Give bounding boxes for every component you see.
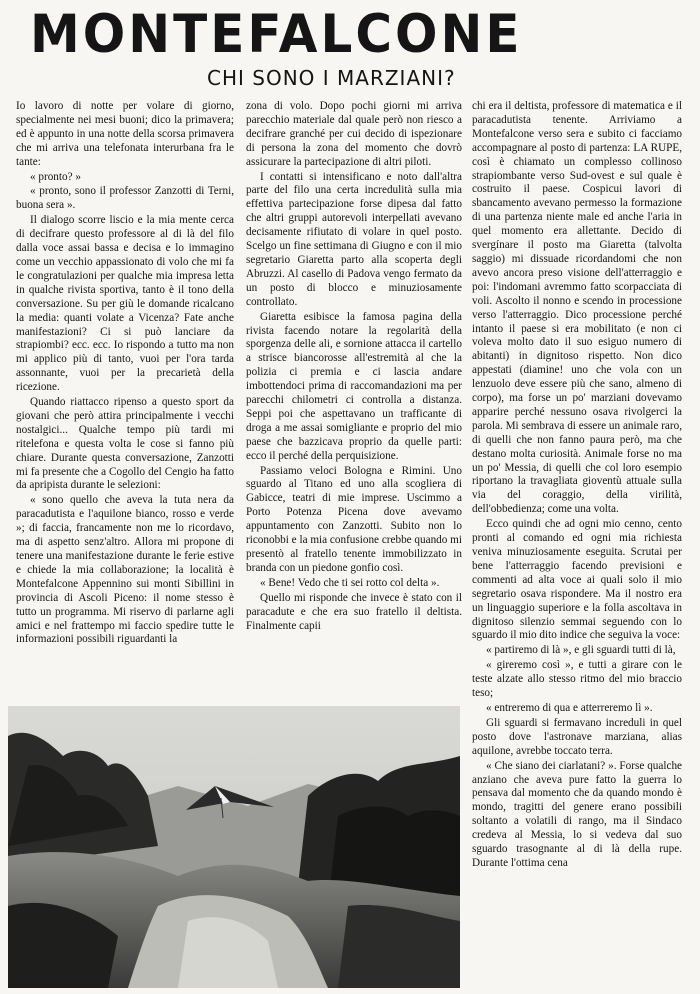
paragraph: « gireremo così », e tutti a girare con le teste alzate allo stesso ritmo del mio braccio teso; bbox=[472, 659, 682, 700]
paragraph: « partiremo di là », e gli sguardi tutti di là, bbox=[486, 644, 676, 657]
page-title: MONTEFALCONE bbox=[30, 3, 523, 65]
paragraph: « Che siano dei ciarlatani? ». Forse qualche anziano che aveva pure fatto la guerra lo pensava dal momento che da quando mondo è mondo, tragitti del genere erano possibili soltanto a volatili di rango, ma il Sindaco credeva al Messia, lo si vedeva dal suo sguardo trasognante al di là della rupe. Durante l'ottima cena bbox=[472, 759, 682, 869]
paragraph: Il dialogo scorre liscio e la mia mente cerca di decifrare questo professore al di là del filo dalla voce assai bassa e decisa e lo immagino come un vecchio appassionato di volo che mi fa le congratulazioni per qualche mia impresa letta in qualche rivista sportiva, tanto è il tono della conversazione. Su per giù le domande ricalcano la media: quanti volate a Vicenza? Fate anche manifestazioni? Ci si può lanciare da strapiombi? ecc. ecc. Io rispondo a tutto ma non mi applico più di tanto, vuoi per l'ora tarda assonnante, vuoi per la precarietà della ricezione. bbox=[16, 214, 234, 394]
paragraph: zona di volo. Dopo pochi giorni mi arriva parecchio materiale dal quale però non riesco a decifrare granché per cui decido di ispezionare di persona la zona del momento che dovrò assicurare la partecipazione di altri piloti. bbox=[246, 100, 462, 168]
paragraph: Io lavoro di notte per volare di giorno, specialmente nei mesi buoni; dico la primavera; ed è appunto in una notte della scorsa primavera che mi arriva una telefonata interurbana fra le tante: bbox=[16, 100, 234, 168]
hang-glider-photo bbox=[8, 706, 460, 988]
text-column-2 bbox=[246, 100, 462, 704]
paragraph: Gli sguardi si fermavano increduli in quel posto dove l'astronave marziana, alias aquilone, avrebbe toccato terra. bbox=[472, 716, 682, 757]
paragraph: « entreremo di qua e atterreremo lì ». bbox=[486, 701, 653, 714]
page-subtitle: CHI SONO I MARZIANI? bbox=[207, 66, 456, 90]
paragraph: « sono quello che aveva la tuta nera da paracadutista e l'aquilone bianco, rosso e verde »; di faccia, francamente non me lo ricordavo, ma di aspetto senz'altro. Allora mi propone di tenere una manifestazione durante le ferie estive e chiede la mia collaborazione; la località è Montefalcone Appennino sui monti Sibillini in provincia di Ascoli Piceno: il nome stesso è tutto un programma. Mi riservo di parlarne agli amici e nel frattempo mi faccio spedire tutte le informazioni possibili riguardanti la bbox=[16, 494, 234, 646]
paragraph: Quello mi risponde che invece è stato con il paracadute e che era suo fratello il deltista. Finalmente capii bbox=[246, 591, 462, 632]
paragraph: I contatti si intensificano e noto dall'altra parte del filo una certa incredulità sulla mia effettiva partecipazione forse dipesa dal fatto che altri gruppi autorevoli interpellati avevano decisamente rifiutato di volare in quel posto. Scelgo un fine settimana di Giugno e con il mio segretario Giaretta parto alla scoperta degli Abruzzi. Al casello di Padova vengo fermato da un posto di blocco e minuziosamente controllato. bbox=[246, 170, 462, 308]
paragraph: « Bene! Vedo che ti sei rotto col delta ». bbox=[260, 576, 440, 589]
paragraph: Ecco quindi che ad ogni mio cenno, cento pronti al comando ed ogni mia richiesta veniva minuziosamente eseguita. Scrutai per bene l'atterraggio facendo previsioni e commenti ad alta voce ai quali solo il mio segretario osava rispondere. Ma il nostro era un linguaggio superiore e la folla ascoltava in dignitoso silenzio semmai seguendo con lo sguardo il mio dito indice che seguiva la voce: bbox=[472, 518, 682, 642]
paragraph: « pronto, sono il professor Zanzotti di Terni, buona sera ». bbox=[16, 185, 234, 212]
text-column-3 bbox=[472, 100, 682, 992]
text-column-1 bbox=[16, 100, 234, 704]
paragraph: Giaretta esibisce la famosa pagina della rivista facendo notare la regolarità della sporgenza delle ali, e sornione attacca il cartello a strisce biancorosse all'estremità al che la polizia ci premia e ci lascia andare imbottendoci prima di raccomandazioni ma per parecchi chilometri ci controlla a distanza. Seppi poi che aspettavano un trafficante di droga a me assai somigliante e proprio del mio paese che bazzicava proprio da quelle parti: ecco il perché della perquisizione. bbox=[246, 310, 462, 462]
paragraph: Passiamo veloci Bologna e Rimini. Uno sguardo al Titano ed uno alla scogliera di Gabicce, teatri di mie imprese. Uscimmo a Porto Potenza Picena dove avevamo appuntamento con Zanzotti. Subito non lo riconobbi e la mia confusione crebbe quando mi presentò al fratello tenente immobilizzato in branda con un piedone gonfio così. bbox=[246, 464, 462, 574]
paragraph: « pronto? » bbox=[30, 170, 81, 183]
paragraph: chi era il deltista, professore di matematica e il paracadutista tenente. Arriviamo a Montefalcone verso sera e subito ci facciamo accompagnare al posto di partenza: LA RUPE, così è chiamato un complesso collinoso strapiombante verso Sud-ovest e sul quale è costruito il paese. Cospicui lavori di sbancamento avevano permesso la formazione di una partenza niente male ed anche l'aria in quel momento era allettante. Decido di svergínare il posto ma Giaretta (talvolta saggio) mi dissuade ricordandomi che non avevo ancora preso visione dell'atterraggio e poi: l'indomani avremmo fatto scorpacciata di voli. Ascolto il nonno e scendo in processione verso l'atterraggio. Dico processione perché intanto il paese si era mobilitato (e non ci voleva molto dato il suo esiguo numero di abitanti) in dignitoso rispetto. Non dico appestati (diamine! uno che vola con un lenzuolo deve essere più che sano, almeno di corpo), ma forse un po' marziani dovevamo apparire perché nessuno osava rivolgerci la parola. Mi sembrava di essere un animale raro, di quelli che non fanno paura però, ma che destano molta curiosità. Animale forse no ma un po' Messia, di quelli che col loro esempio riportano la travagliata gioventù attuale sulla via del coraggio, della virilità, dell'obbedienza; come una volta. bbox=[472, 100, 682, 516]
paragraph: Quando riattacco ripenso a questo sport da giovani che però attira principalmente i vecchi nostalgici... Qualche tempo più tardi mi ritelefona e questa volta le cose si fanno più chiare. Durante questa conversazione, Zanzotti mi fa presente che a Cogollo del Cengio ha fatto da apripista durante le selezioni: bbox=[16, 396, 234, 492]
